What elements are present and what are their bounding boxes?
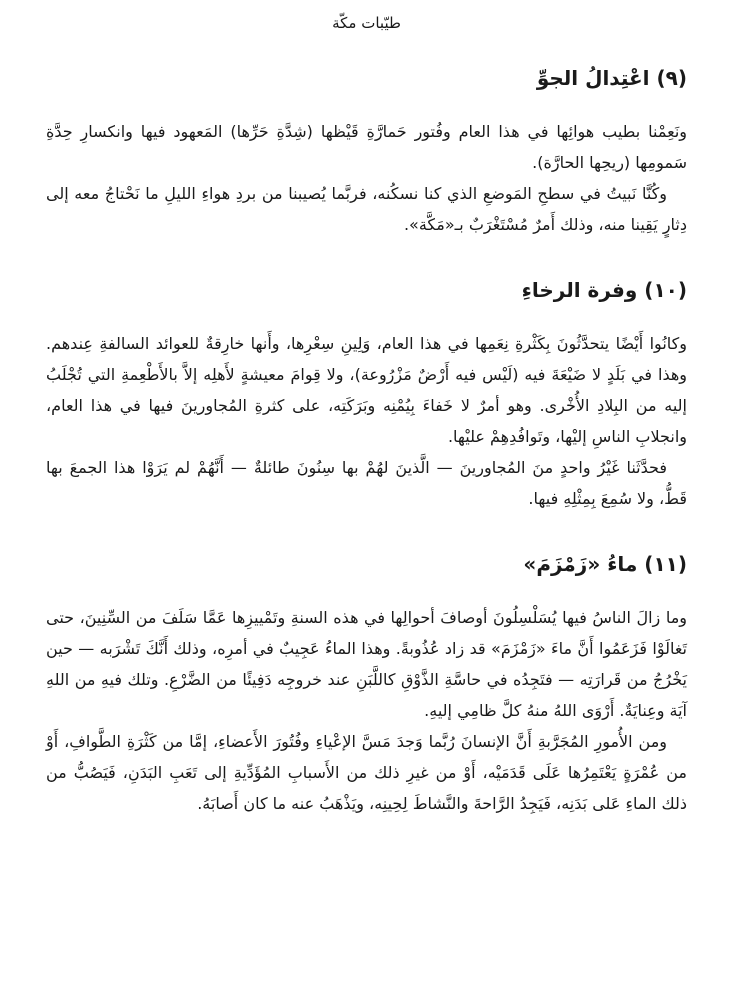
paragraph: ومن الأُمورِ المُجَرَّبةِ أَنَّ الإنسانَ رُبَّما وَجدَ مَسَّ الإعْياءِ وفُتُورَ الأَعضاءِ، إمَّا من كَثْرَةِ الطَّوافِ، أَوْ من عُمْرَةٍ يَعْتَمِرُها عَلَى قَدَمَيْه، أَوْ من غيرِ ذلك من الأَسبابِ المُؤَدِّيةِ إلى تَعَبِ البَدَنِ، فَيَصُبُّ من ذلك الماءِ عَلى بَدَنِه، فَيَجِدُ الرَّاحةَ والنَّشاطَ لِحِينِه، ويَذْهَبُ عنه ما كان أَصابَهُ.: [46, 732, 687, 813]
section-abundance: [46, 278, 687, 514]
page-content: [46, 52, 687, 857]
section-heading: (١١) ماءُ «زَمْزَمَ»: [523, 552, 687, 576]
paragraph: وما زالَ الناسُ فيها يُسَلْسِلُونَ أوصافَ أحوالِها في هذه السنةِ وتَمْييزِها عَمَّا سَلَفَ من السِّنِينَ، حتى تَغالَوْا فَزَعَمُوا أَنَّ ماءَ «زَمْزَمَ» قد زاد عُذُوبةً. وهذا الماءُ عَجِيبٌ في أمرِه، وذلك أَنَّكَ تَشْرَبه — حين يَخْرُجُ من قَرارَتِه — فتَجِدُه في حاسَّةِ الذَّوْقِ كاللَّبَنِ عند خروجِه دَفِيئًا من الضَّرْعِ. وتلك فيهِ من اللهِ آيَة وعِنايَةٌ. أَرْوَى اللهُ منهُ كلَّ ظامِي إليهِ.: [46, 608, 687, 720]
section-zamzam-water: [46, 552, 687, 819]
running-header: طيّبات مكّة: [332, 14, 401, 32]
section-air-moderation: [46, 66, 687, 240]
paragraph: ونَعِمْنا بطيب هوائِها في هذا العام وفُتور حَمارَّةِ قَيْظها (شِدَّةِ حَرِّها) المَعهود فيها وانكسارِ حِدَّةِ سَمومِها (ريحِها الحارَّة).: [46, 122, 687, 172]
paragraph: وكانُوا أَيْضًا يتحدَّثُونَ بِكَثْرةِ نِعَمِها في هذا العام، وَلِينِ سِعْرِها، وأَنها خارِقةٌ للعوائد السالفةِ عِندهم. وهذا في بَلَدٍ لا ضَيْعَةَ فيه (لَيْس فيه أَرْضٌ مَزْرُوعة)، ولا قِوامَ معيشةٍ لأَهلِه إلاَّ بالأَطْعِمةِ التي تُجْلَبُ إليه من البِلادِ الأُخْرى. وهو أمرٌ لا خَفاءَ بِيُمْنِه وبَرَكَتِه، على كثرةِ المُجاورينَ فيها في هذا العام، وانجلابِ الناسِ إليْها، وتَوافُدِهِمْ عليْها.: [46, 334, 687, 446]
section-heading: (١٠) وفرة الرخاءِ: [521, 278, 687, 302]
section-heading: (٩) اعْتِدالُ الجوِّ: [536, 66, 687, 90]
paragraph: وكُنَّا نَبيتُ في سطحِ المَوضعِ الذي كنا نسكُنه، فربَّما يُصيبنا من بردِ هواءِ الليلِ ما نَحْتاجُ معه إلى دِثارٍ يَقِينا منه، وذلك أَمرٌ مُسْتَغْرَبٌ بـ«مَكَّة».: [46, 184, 687, 234]
paragraph: فحدَّثَنا غَيْرُ واحدٍ منَ المُجاورينَ — الَّذينَ لهُمْ بها سِنُونَ طائلةٌ — أَنَّهُمْ لم يَرَوْا هذا الجمعَ بها قَطُّ، ولا سُمِعَ بِمِثْلِهِ فيها.: [46, 458, 687, 508]
